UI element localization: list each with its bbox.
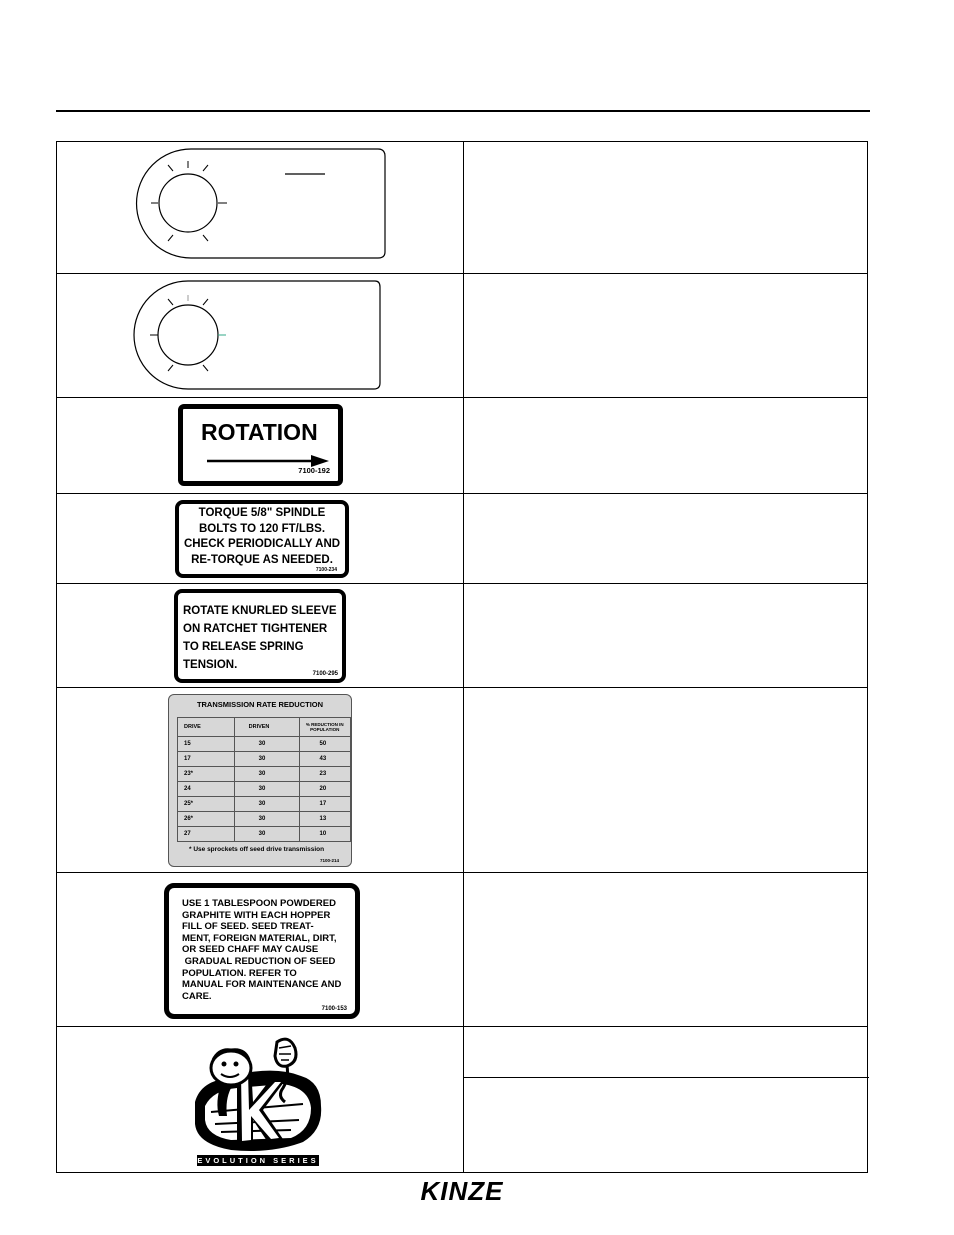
transmission-table xyxy=(177,717,351,842)
table-header-row xyxy=(178,718,351,737)
cell-reduction: 43 xyxy=(299,752,350,767)
kinze-mascot-icon xyxy=(191,1032,325,1156)
graphite-line: MENT, FOREIGN MATERIAL, DIRT, xyxy=(182,932,337,944)
graphite-line: FILL OF SEED. SEED TREAT- xyxy=(182,921,314,933)
torque-line: TORQUE 5/8" SPINDLE xyxy=(198,507,326,519)
row-divider xyxy=(57,493,867,494)
torque-line: BOLTS TO 120 FT/LBS. xyxy=(198,522,326,535)
evolution-series-banner: EVOLUTION SERIES xyxy=(197,1156,319,1165)
cell-drive: 23* xyxy=(178,767,235,782)
graphite-line: POPULATION. REFER TO xyxy=(182,967,297,979)
rotation-decal xyxy=(178,404,343,486)
cell-reduction: 10 xyxy=(299,827,350,842)
graphite-line: OR SEED CHAFF MAY CAUSE xyxy=(182,944,319,956)
knurled-sleeve-decal xyxy=(174,589,346,683)
torque-text xyxy=(179,506,345,568)
row-divider xyxy=(57,397,867,398)
knurled-text xyxy=(183,602,337,674)
cell-reduction: 50 xyxy=(299,737,350,752)
header-reduction: % REDUCTION IN POPULATION xyxy=(299,718,350,737)
graphite-line: USE 1 TABLESPOON POWDERED xyxy=(182,898,336,909)
cell-driven: 30 xyxy=(234,797,299,812)
rotation-title: ROTATION xyxy=(201,419,318,445)
cell-drive: 24 xyxy=(178,782,235,797)
rotation-part-number: 7100-192 xyxy=(298,466,330,475)
transmission-part-number: 7100-214 xyxy=(319,858,339,863)
header-drive: DRIVE xyxy=(178,718,235,737)
cell-driven: 30 xyxy=(234,782,299,797)
cell-reduction: 17 xyxy=(299,797,350,812)
table-row xyxy=(178,812,351,827)
cell-drive: 17 xyxy=(178,752,235,767)
bin-dial-decal-2 xyxy=(130,279,384,393)
knurled-part-number: 7100-295 xyxy=(312,671,338,677)
transmission-title: TRANSMISSION RATE REDUCTION xyxy=(196,700,324,709)
cell-reduction: 13 xyxy=(299,812,350,827)
table-row xyxy=(178,737,351,752)
row-divider xyxy=(57,273,867,274)
evolution-series-decal xyxy=(191,1032,325,1170)
table-row xyxy=(178,827,351,842)
cell-driven: 30 xyxy=(234,812,299,827)
cell-driven: 30 xyxy=(234,767,299,782)
cell-driven: 30 xyxy=(234,737,299,752)
graphite-part-number: 7100-153 xyxy=(321,1006,347,1012)
torque-line: RE-TORQUE AS NEEDED. xyxy=(191,553,333,566)
row-divider xyxy=(57,687,867,688)
kinze-logo-text: KINZE xyxy=(420,1178,504,1204)
graphite-line: GRADUAL REDUCTION OF SEED xyxy=(182,955,336,967)
decal-table xyxy=(56,141,868,1173)
knurled-line: ROTATE KNURLED SLEEVE xyxy=(183,605,337,617)
kinze-logo xyxy=(402,1178,522,1204)
cell-driven: 30 xyxy=(234,752,299,767)
transmission-note: * Use sprockets off seed drive transmission xyxy=(189,846,325,853)
graphite-text xyxy=(182,898,341,1002)
cell-drive: 15 xyxy=(178,737,235,752)
table-row xyxy=(178,797,351,812)
cell-reduction: 23 xyxy=(299,767,350,782)
row-divider xyxy=(57,872,867,873)
graphite-line: MANUAL FOR MAINTENANCE AND xyxy=(182,979,342,991)
torque-decal xyxy=(175,500,349,578)
row-divider xyxy=(57,583,867,584)
graphite-line: GRAPHITE WITH EACH HOPPER xyxy=(182,909,331,921)
table-row xyxy=(178,782,351,797)
transmission-decal xyxy=(168,694,352,867)
table-row xyxy=(178,767,351,782)
torque-line: CHECK PERIODICALLY AND xyxy=(183,538,341,550)
bin-dial-decal-1 xyxy=(133,148,387,260)
cell-drive: 25* xyxy=(178,797,235,812)
cell-drive: 27 xyxy=(178,827,235,842)
description-subdivider xyxy=(463,1077,869,1078)
header-rule xyxy=(56,110,870,112)
cell-driven: 30 xyxy=(234,827,299,842)
column-divider xyxy=(463,142,464,1172)
knurled-line: TO RELEASE SPRING xyxy=(183,641,304,653)
graphite-decal xyxy=(164,883,360,1019)
cell-reduction: 20 xyxy=(299,782,350,797)
row-divider xyxy=(57,1026,867,1027)
knurled-line: ON RATCHET TIGHTENER xyxy=(183,623,328,635)
torque-part-number: 7100-234 xyxy=(315,567,337,573)
cell-drive: 26* xyxy=(178,812,235,827)
knurled-line: TENSION. xyxy=(183,659,238,671)
graphite-line: CARE. xyxy=(182,990,212,1002)
table-row xyxy=(178,752,351,767)
header-driven: DRIVEN xyxy=(234,718,299,737)
